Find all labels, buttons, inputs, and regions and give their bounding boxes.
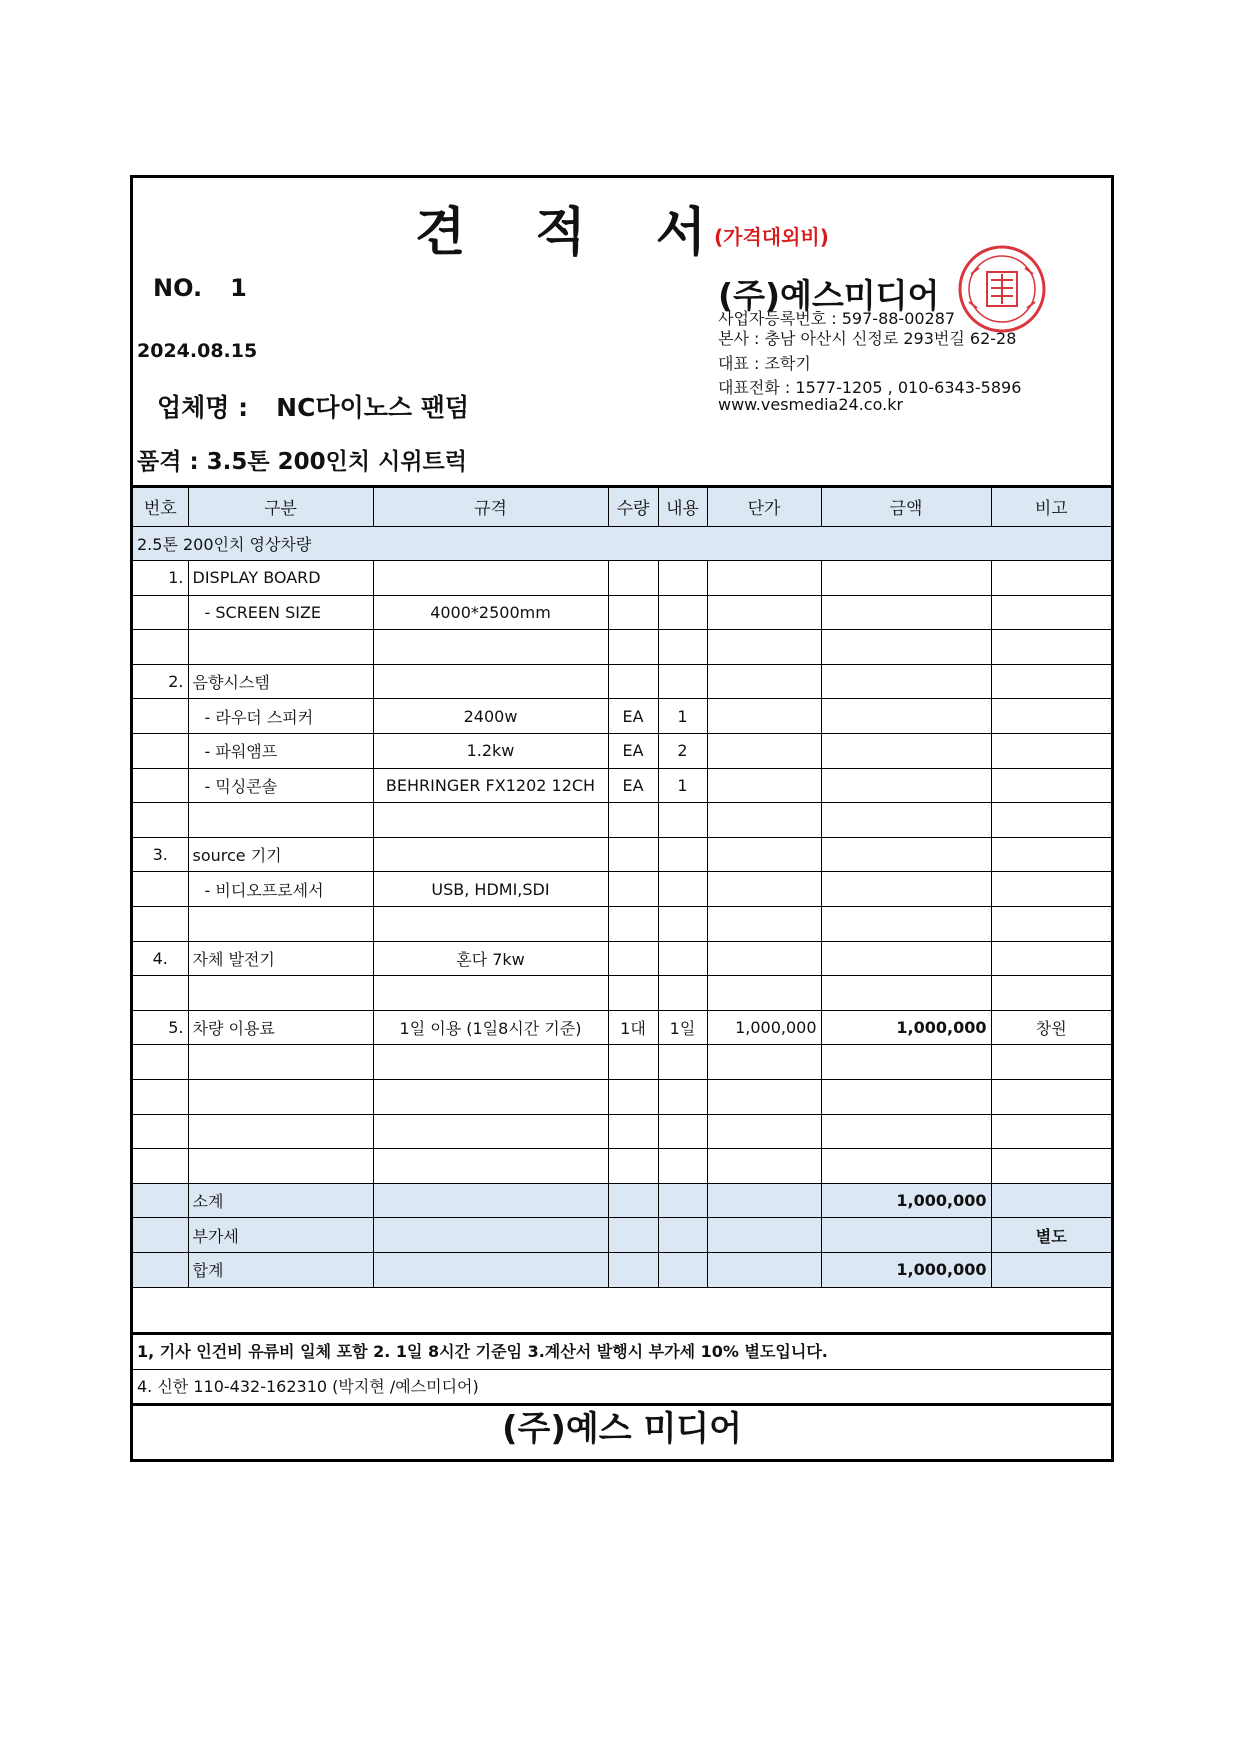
table-cell: 1 [658,699,707,734]
table-cell [133,734,188,769]
column-header: 번호 [133,488,188,526]
table-cell [188,630,373,665]
table-cell [608,837,658,872]
summary-cell [608,1218,658,1253]
quote-date: 2024.08.15 [137,340,258,362]
table-cell [658,1114,707,1149]
footer-company-name: (주)예스 미디어 [133,1403,1111,1449]
table-cell [188,976,373,1011]
table-cell: 음향시스템 [188,664,373,699]
table-cell [133,907,188,942]
table-cell: 2 [658,734,707,769]
table-cell [373,664,608,699]
table-cell [991,941,1111,976]
table-cell [821,768,991,803]
table-cell [133,872,188,907]
table-cell [608,1114,658,1149]
table-cell [658,976,707,1011]
table-row [133,768,1111,803]
table-row [133,803,1111,838]
summary-cell: 합계 [188,1252,373,1287]
table-cell: 1대 [608,1010,658,1045]
table-cell [608,872,658,907]
table-cell [373,561,608,596]
table-cell [373,630,608,665]
summary-cell [373,1252,608,1287]
table-cell: BEHRINGER FX1202 12CH [373,768,608,803]
table-cell: 1일 [658,1010,707,1045]
summary-cell [373,1218,608,1253]
table-cell [373,837,608,872]
column-header: 수량 [608,488,658,526]
table-cell [133,630,188,665]
table-cell [658,595,707,630]
table-cell: EA [608,699,658,734]
company-phone: 대표전화 : 1577-1205 , 010-6343-5896 [718,378,1022,397]
table-cell [707,664,821,699]
table-cell [133,976,188,1011]
summary-cell [133,1252,188,1287]
table-cell [991,1045,1111,1080]
company-website: www.vesmedia24.co.kr [718,395,904,414]
table-cell [821,630,991,665]
table-cell: 1. [133,561,188,596]
table-cell [658,561,707,596]
table-row [133,561,1111,596]
table-cell [821,941,991,976]
table-cell [991,595,1111,630]
summary-cell [707,1218,821,1253]
table-cell [188,1114,373,1149]
summary-cell: 1,000,000 [821,1252,991,1287]
summary-cell [608,1183,658,1218]
table-cell [707,907,821,942]
table-cell [821,1114,991,1149]
table-cell [658,803,707,838]
summary-cell: 1,000,000 [821,1183,991,1218]
column-header: 규격 [373,488,608,526]
table-cell [707,768,821,803]
document-title: 견 적 서$^{(가격대외비)}$ [415,203,829,263]
table-cell: EA [608,734,658,769]
summary-cell [373,1183,608,1218]
table-cell [707,941,821,976]
column-header: 내용 [658,488,707,526]
table-cell: 4. [133,941,188,976]
table-cell [821,734,991,769]
table-row [133,664,1111,699]
table-cell: 창원 [991,1010,1111,1045]
section-row [133,526,1111,561]
table-cell [707,699,821,734]
table-cell [658,907,707,942]
table-cell [133,699,188,734]
item-spec: 품격 : 3.5톤 200인치 시위트럭 [137,449,467,475]
table-row [133,1114,1111,1149]
table-cell [658,837,707,872]
summary-cell [658,1183,707,1218]
table-header-row [133,488,1111,526]
table-cell [991,837,1111,872]
table-cell [133,1149,188,1184]
table-cell [373,976,608,1011]
table-row [133,1080,1111,1115]
table-row [133,907,1111,942]
table-cell [658,664,707,699]
table-cell: - SCREEN SIZE [188,595,373,630]
table-cell [373,1149,608,1184]
table-cell [133,1114,188,1149]
table-cell [821,1149,991,1184]
table-cell [991,1149,1111,1184]
note-line-2: 4. 신한 110-432-162310 (박지현 /예스미디어) [133,1369,1111,1403]
table-cell [188,1149,373,1184]
company-address: 본사 : 충남 아산시 신정로 293번길 62-28 [718,329,1017,348]
table-cell [608,664,658,699]
table-cell [821,837,991,872]
table-cell [608,1149,658,1184]
table-cell [658,941,707,976]
table-cell [707,1080,821,1115]
table-cell [608,976,658,1011]
table-cell [373,1114,608,1149]
table-cell: 4000*2500mm [373,595,608,630]
table-cell [821,595,991,630]
table-cell [608,907,658,942]
business-reg-number: 사업자등록번호 : 597-88-00287 [718,309,956,328]
table-cell [991,734,1111,769]
table-row [133,837,1111,872]
notes-block [133,1332,1111,1449]
table-cell: 2. [133,664,188,699]
table-row [133,1010,1111,1045]
table-cell [188,907,373,942]
table-cell [373,803,608,838]
table-cell [707,837,821,872]
table-cell [707,734,821,769]
table-cell [658,1149,707,1184]
table-cell: 1,000,000 [707,1010,821,1045]
table-cell: 차량 이용료 [188,1010,373,1045]
table-cell [991,561,1111,596]
summary-cell [991,1252,1111,1287]
table-cell [133,1045,188,1080]
summary-cell [991,1183,1111,1218]
table-cell [991,1080,1111,1115]
table-cell [373,1045,608,1080]
table-cell [658,1045,707,1080]
table-cell: 5. [133,1010,188,1045]
table-cell: 2400w [373,699,608,734]
table-row [133,941,1111,976]
table-cell [373,1080,608,1115]
quote-number: NO. 1 [153,274,247,302]
table-cell [821,1080,991,1115]
table-cell [608,561,658,596]
table-row [133,699,1111,734]
quote-table [133,488,1111,1288]
table-cell: 1,000,000 [821,1010,991,1045]
table-cell [658,872,707,907]
table-cell [707,976,821,1011]
column-header: 구분 [188,488,373,526]
table-cell [991,803,1111,838]
table-cell: - 라우더 스피커 [188,699,373,734]
table-cell [991,768,1111,803]
table-cell: 1 [658,768,707,803]
note-line-1: 1, 기사 인건비 유류비 일체 포함 2. 1일 8시간 기준임 3.계산서 발행시 부가세 10% 별도입니다. [137,1342,828,1361]
table-cell [707,630,821,665]
table-cell [608,1045,658,1080]
table-cell: 1일 이용 (1일8시간 기준) [373,1010,608,1045]
summary-cell: 별도 [991,1218,1111,1253]
table-cell: 1.2kw [373,734,608,769]
table-row [133,1149,1111,1184]
table-row [133,976,1111,1011]
table-cell [991,699,1111,734]
table-cell: 3. [133,837,188,872]
table-cell [991,1114,1111,1149]
table-cell [707,1045,821,1080]
table-cell [707,1114,821,1149]
summary-cell [707,1252,821,1287]
summary-cell [133,1218,188,1253]
table-row [133,734,1111,769]
summary-cell [658,1218,707,1253]
client-name: 업체명 : NC다이노스 팬덤 [157,393,470,422]
table-cell: source 기기 [188,837,373,872]
table-cell [608,803,658,838]
vat-row [133,1218,1111,1253]
table-cell: - 파워앰프 [188,734,373,769]
table-cell [991,872,1111,907]
company-seal-icon [957,244,1047,334]
quote-sheet [130,175,1114,1462]
column-header: 비고 [991,488,1111,526]
table-cell [608,941,658,976]
table-cell [133,768,188,803]
table-cell [707,803,821,838]
table-cell [821,803,991,838]
summary-cell: 부가세 [188,1218,373,1253]
section-title: 2.5톤 200인치 영상차량 [133,526,1111,561]
table-row [133,630,1111,665]
table-cell [821,872,991,907]
table-cell [707,595,821,630]
table-cell: EA [608,768,658,803]
table-cell [991,976,1111,1011]
company-name: (주)예스미디어 [718,276,940,315]
table-cell [133,803,188,838]
column-header: 금액 [821,488,991,526]
subtotal-row [133,1183,1111,1218]
summary-cell: 소계 [188,1183,373,1218]
table-row [133,1045,1111,1080]
table-cell: - 믹싱콘솔 [188,768,373,803]
table-cell [821,976,991,1011]
table-cell [991,664,1111,699]
table-cell [608,595,658,630]
table-cell: 혼다 7kw [373,941,608,976]
table-cell [133,1080,188,1115]
table-cell [821,699,991,734]
table-cell [133,595,188,630]
table-cell: DISPLAY BOARD [188,561,373,596]
summary-cell [133,1183,188,1218]
table-cell [821,1045,991,1080]
table-cell [188,803,373,838]
table-cell [658,630,707,665]
table-cell [658,1080,707,1115]
summary-cell [608,1252,658,1287]
summary-cell [821,1218,991,1253]
column-header: 단가 [707,488,821,526]
table-cell [707,1149,821,1184]
table-cell [188,1045,373,1080]
summary-cell [707,1183,821,1218]
table-cell: - 비디오프로세서 [188,872,373,907]
table-cell: 자체 발전기 [188,941,373,976]
table-cell [707,561,821,596]
table-cell [821,907,991,942]
summary-cell [658,1252,707,1287]
table-cell [821,561,991,596]
total-row [133,1252,1111,1287]
table-cell [707,872,821,907]
company-ceo: 대표 : 조학기 [718,354,811,373]
table-cell [821,664,991,699]
table-cell: USB, HDMI,SDI [373,872,608,907]
table-cell [188,1080,373,1115]
table-cell [608,1080,658,1115]
table-cell [373,907,608,942]
table-row [133,595,1111,630]
table-cell [608,630,658,665]
table-cell [991,907,1111,942]
confidential-note: (가격대외비) [714,225,829,249]
table-cell [991,630,1111,665]
table-row [133,872,1111,907]
